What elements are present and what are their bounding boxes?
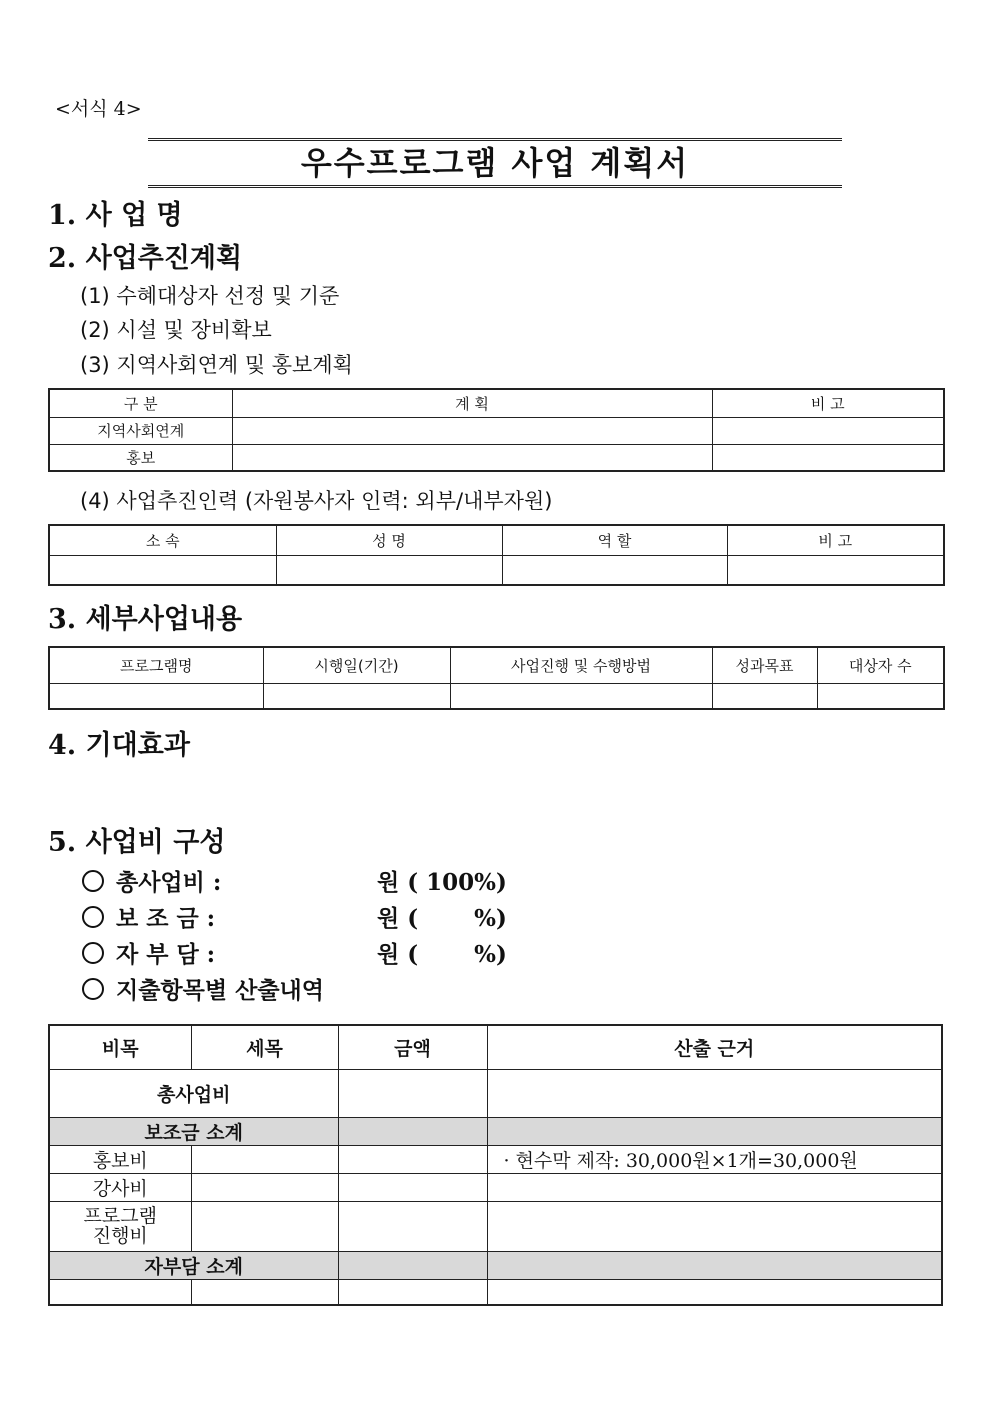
budget-total-line bbox=[82, 864, 221, 897]
table2-cell[interactable] bbox=[49, 555, 276, 585]
section-4-heading: 4. 기대효과 bbox=[48, 730, 190, 761]
table1-cell[interactable] bbox=[232, 444, 712, 471]
table4-cell[interactable] bbox=[487, 1279, 942, 1305]
document-title: 우수프로그램 사업 계획서 bbox=[300, 144, 690, 182]
budget-total-label: 총사업비 : bbox=[116, 869, 222, 896]
section-2-heading: 2. 사업추진계획 bbox=[48, 243, 243, 274]
budget-breakdown-label: 지출항목별 산출내역 bbox=[116, 977, 324, 1004]
section-5-heading: 5. 사업비 구성 bbox=[48, 827, 226, 858]
program-cost-line-1: 프로그램 bbox=[83, 1205, 157, 1227]
staff-table bbox=[48, 524, 945, 586]
table4-row-lecturer: 강사비 bbox=[49, 1173, 191, 1201]
table4-cell[interactable] bbox=[191, 1173, 338, 1201]
table3-cell[interactable] bbox=[263, 683, 450, 709]
budget-total-amount: 원 ( 100%) bbox=[377, 869, 507, 896]
section-3-heading: 3. 세부사업내용 bbox=[48, 604, 243, 635]
table3-header-goal: 성과목표 bbox=[712, 647, 817, 683]
table4-cell[interactable] bbox=[338, 1279, 487, 1305]
table2-header-note: 비 고 bbox=[727, 525, 944, 555]
budget-subsidy-line bbox=[82, 900, 215, 933]
table4-cell[interactable] bbox=[191, 1279, 338, 1305]
table4-cell[interactable] bbox=[487, 1201, 942, 1251]
table2-header-name: 성 명 bbox=[276, 525, 502, 555]
budget-subsidy-label: 보 조 금 : bbox=[116, 905, 216, 932]
table4-self-subtotal: 자부담 소계 bbox=[49, 1251, 338, 1279]
table3-header-method: 사업진행 및 수행방법 bbox=[450, 647, 712, 683]
table3-header-program: 프로그램명 bbox=[49, 647, 263, 683]
program-details-table bbox=[48, 646, 945, 710]
table1-header-category: 구 분 bbox=[49, 389, 232, 417]
table1-row-community: 지역사회연계 bbox=[49, 417, 232, 444]
table4-cell[interactable] bbox=[338, 1145, 487, 1173]
budget-self-line bbox=[82, 936, 215, 969]
table4-header-amount: 금액 bbox=[338, 1025, 487, 1069]
section-1-heading: 1. 사 업 명 bbox=[48, 200, 183, 231]
table4-cell[interactable] bbox=[49, 1279, 191, 1305]
circle-bullet-icon bbox=[82, 906, 104, 928]
table3-cell[interactable] bbox=[49, 683, 263, 709]
subsection-2-3: (3) 지역사회연계 및 홍보계획 bbox=[80, 353, 353, 377]
table4-cell[interactable] bbox=[338, 1251, 487, 1279]
table4-cell[interactable] bbox=[338, 1117, 487, 1145]
table4-header-basis: 산출 근거 bbox=[487, 1025, 942, 1069]
circle-bullet-icon bbox=[82, 978, 104, 1000]
table3-header-participants: 대상자 수 bbox=[817, 647, 944, 683]
table4-row-promotion: 홍보비 bbox=[49, 1145, 191, 1173]
table4-cell[interactable] bbox=[338, 1173, 487, 1201]
table1-header-plan: 계 획 bbox=[232, 389, 712, 417]
budget-breakdown-line bbox=[82, 972, 324, 1005]
table1-cell[interactable] bbox=[232, 417, 712, 444]
table3-cell[interactable] bbox=[712, 683, 817, 709]
table4-cell[interactable] bbox=[487, 1069, 942, 1117]
budget-self-amount: 원 ( %) bbox=[377, 941, 507, 968]
table1-row-promotion: 홍보 bbox=[49, 444, 232, 471]
table4-header-category: 비목 bbox=[49, 1025, 191, 1069]
table3-cell[interactable] bbox=[450, 683, 712, 709]
table3-cell[interactable] bbox=[817, 683, 944, 709]
circle-bullet-icon bbox=[82, 942, 104, 964]
table4-cell[interactable] bbox=[487, 1251, 942, 1279]
table4-subsidy-subtotal: 보조금 소계 bbox=[49, 1117, 338, 1145]
subsection-2-2: (2) 시설 및 장비확보 bbox=[80, 318, 272, 342]
table4-total-label: 총사업비 bbox=[49, 1069, 338, 1117]
table2-cell[interactable] bbox=[502, 555, 727, 585]
table2-cell[interactable] bbox=[727, 555, 944, 585]
subsection-2-4: (4) 사업추진인력 (자원봉사자 인력: 외부/내부자원) bbox=[80, 489, 553, 513]
table2-cell[interactable] bbox=[276, 555, 502, 585]
budget-breakdown-table bbox=[48, 1024, 943, 1306]
table4-header-subcategory: 세목 bbox=[191, 1025, 338, 1069]
table1-cell[interactable] bbox=[712, 417, 944, 444]
table4-cell[interactable] bbox=[191, 1145, 338, 1173]
budget-subsidy-amount: 원 ( %) bbox=[377, 905, 507, 932]
table4-cell[interactable] bbox=[191, 1201, 338, 1251]
table4-cell[interactable] bbox=[338, 1201, 487, 1251]
table4-cell[interactable] bbox=[338, 1069, 487, 1117]
table4-row-program-cost bbox=[49, 1201, 191, 1251]
program-cost-line-2: 진행비 bbox=[92, 1225, 148, 1247]
circle-bullet-icon bbox=[82, 870, 104, 892]
table3-header-period: 시행일(기간) bbox=[263, 647, 450, 683]
table1-cell[interactable] bbox=[712, 444, 944, 471]
document-title-box bbox=[148, 138, 842, 188]
table4-cell[interactable] bbox=[487, 1173, 942, 1201]
table2-header-affiliation: 소 속 bbox=[49, 525, 276, 555]
table4-promotion-basis: · 현수막 제작: 30,000원×1개=30,000원 bbox=[487, 1145, 942, 1173]
table4-cell[interactable] bbox=[487, 1117, 942, 1145]
table2-header-role: 역 할 bbox=[502, 525, 727, 555]
form-number: <서식 4> bbox=[55, 98, 142, 120]
community-promo-table bbox=[48, 388, 945, 472]
subsection-2-1: (1) 수혜대상자 선정 및 기준 bbox=[80, 284, 340, 308]
table1-header-note: 비 고 bbox=[712, 389, 944, 417]
budget-self-label: 자 부 담 : bbox=[116, 941, 216, 968]
